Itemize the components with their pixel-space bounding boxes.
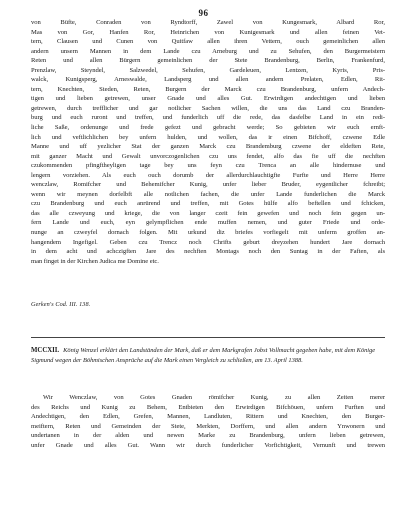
text-line: tern, Clausen und Cunen von Quitfaw allen ihren Vettern, ouch gemeinlichen allen [31, 38, 385, 46]
text-line: von Büfte, Conraden von Ryndtorff, Zawel von Kungesmark, Albard Ror, [31, 19, 385, 26]
text-line: hangendem Ingefigel. Geben czu Trencz noch Chrifts geburt dreyzehen hundert Jare dornach [31, 238, 385, 246]
document-summary: König Wenzel erklärt den Landständen der Mark, daß er dem Markgrafen Jobst Vollmacht gegeben habe, mit dem Könige Sigmund wegen der Böhmischen Ansprüche auf die Mark einen Vergleich zu schließen, am 13. April 1388. [31, 347, 376, 364]
text-line: burg und euch ruront und treffen, und funderlich uff die rede, das dasfelbe Land in ein redi- [31, 114, 385, 122]
text-line: Andechtigen, den Edlen, Grefen, Mannen, Landluten, Rittern und Knechten, den Burger- [31, 413, 385, 421]
text-line: walck, Kunigsperg, Arneswalde, Landsperg und allen andern Prelaten, Edlen, Rit- [31, 76, 385, 84]
source-citation: Gerken's Cod. III. 138. [31, 301, 91, 308]
document-heading [31, 346, 385, 365]
text-line: tigen und lieben getrewen, unser Gnade und alles Gut. Erwirdigen andechtigen und lieben [31, 95, 385, 103]
text-line: czu Brandenburg und euch anrürend und treffen, mit Gotes hülfe alfo beftellen und fchicken, [31, 200, 385, 208]
text-line: Wir Wenczlaw, von Gotes Gnaden römifcher Kunig, zu allen Zeiten merer [43, 394, 385, 401]
text-line: mit ganzer Macht und Gewalt unvorczogenlichen czu uns fendet, alfo das fie uff die nechften [31, 152, 385, 160]
text-line: wenczlaw, Romifcher und Behemifcher Kunig, unfer lieber Bruder, eygentlicher fchreibt; [31, 181, 385, 189]
text-line: in dem acht und achczigften Jare des nechften Montags noch den Suntag in der Faften, als [31, 248, 385, 256]
page-number: 96 [198, 8, 209, 18]
text-line: unfer Gnade und alles Gut. Wann wir durch funderlicher Vorfichtigkeit, Vernunft und trewen [31, 441, 385, 449]
text-line: man finget in der Kirchen Judica me Domine etc. [31, 257, 159, 265]
text-line: Prenzlaw, Steyndel, Salzwedel, Sehufen, Gardeleuen, Lentzen, Kyris, Pris- [31, 66, 385, 74]
text-line: czukommenden pfingftheyligen tage bey uns feyn czu Trenca an alle hindernuse und [31, 162, 385, 170]
text-line: andern unsern Mannen in dem Lande czu Arneburg und zu Sehufen, den Burgermeistern [31, 47, 385, 55]
charter-text-paragraph-2 [31, 393, 385, 450]
text-line: fern Lande und euch, eyn gelympflichen ende muffen nemen, und guter Friede und orde- [31, 219, 385, 227]
text-line: undertanen in der alden und newen Marke zu Brandenburg, unfern lieben getrewen, [31, 432, 385, 440]
text-line: Reten und allen Bürgern gemeinlichen der Stete Brandenburg, Berlin, Frankenfurd, [31, 57, 385, 65]
charter-text-paragraph-1 [31, 18, 385, 266]
text-line: Mas von Gor, Hanfen Ror, Heinrichen von Kunigesmark und allen feinen Vet- [31, 28, 385, 36]
text-line: wenn wir meynen dorfelbft alle notlichen fachen, die unfer Lande funderlichen die Marck [31, 190, 385, 198]
text-line: getrewen, durch trefflicher und gar notlicher Sachen willen, die uns das Land czu Branden- [31, 104, 385, 112]
text-line: meiftern, Reten und Gemeinden der Stete, Merkten, Dorffern, und allen andern Ynwonern und [31, 422, 385, 430]
text-line: nunge an czweyfel dornach folgen. Mit urkund diz briefes vorfiegelt mit unferm groffen an- [31, 229, 385, 237]
text-line: liche Saße, ordenunge und frede gefezt und gebracht werde; So gebieten wir euch ernft- [31, 124, 385, 132]
text-line: das alle czweyung und kriege, die von langer czeit fein gewefen und noch fein gegen un- [31, 209, 385, 217]
text-line: des Reichs und Kunig zu Behem, Entbieten den Erwirdigen Bifchöuen, unfern Furften und [31, 403, 385, 411]
text-line: tern, Knechten, Steden, Reten, Burgern der Marck czu Brandenburg, unfern Andech- [31, 85, 385, 93]
text-line: Manne und uff yezlicher Stat der ganzen Marck czu Brandemburg czwene der eldeften Rete, [31, 143, 385, 151]
text-line: lengern vorziehen. Als euch ouch dorumb der allerdurchlauchtigfte Furfte und Herre Herre [31, 171, 385, 179]
text-line: lich und veftlichlichen bey unfern hulden, und wollen, das ir einen Bifchoff, czwene Edle [31, 133, 385, 141]
section-divider [31, 337, 385, 338]
document-number: MCCXII. [31, 347, 60, 354]
